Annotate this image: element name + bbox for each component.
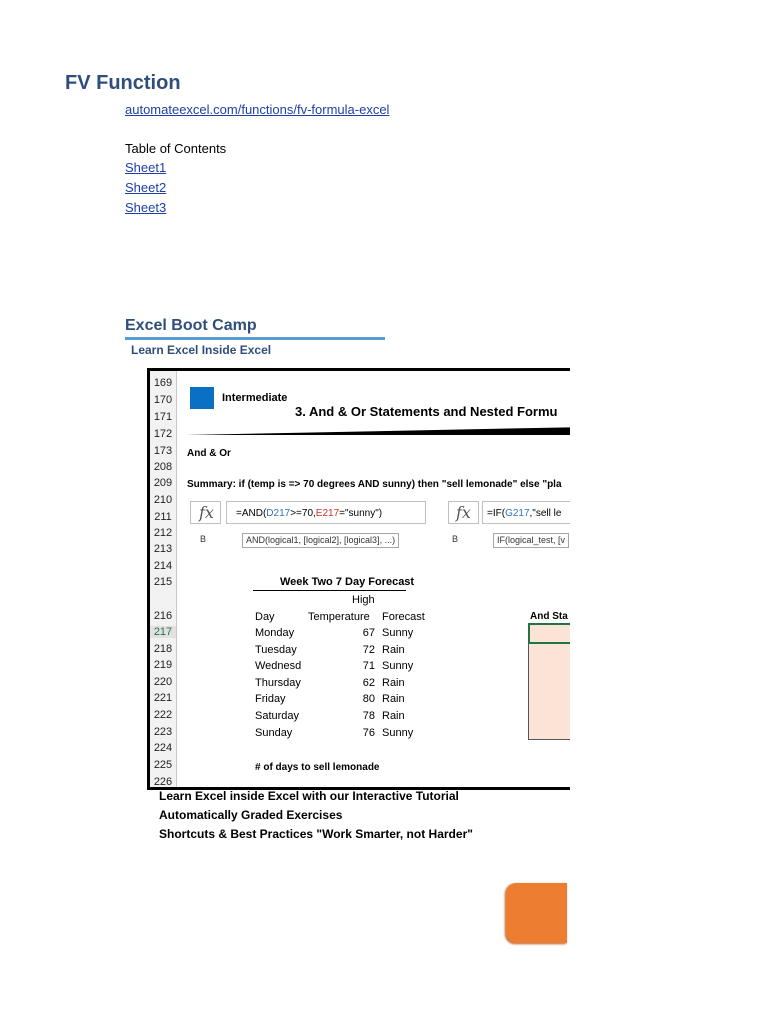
header-wedge-divider — [186, 427, 570, 435]
column-b-label: B — [200, 534, 207, 544]
temp-cell: 67 — [362, 627, 375, 639]
forecast-high-label: High — [352, 594, 375, 606]
row-number: 220 — [153, 676, 173, 688]
url-link[interactable]: automateexcel.com/functions/fv-formula-excel — [125, 102, 390, 117]
temp-cell: 62 — [362, 677, 375, 689]
column-b-label: B — [452, 534, 459, 544]
toc-link-sheet2[interactable]: Sheet2 — [125, 180, 167, 195]
feature-line-2: Automatically Graded Exercises — [159, 808, 343, 822]
and-statement-header: And Sta — [530, 611, 568, 622]
page-title: FV Function — [65, 72, 181, 94]
feature-line-1: Learn Excel inside Excel with our Interactive Tutorial — [159, 789, 459, 803]
row-number: 211 — [154, 511, 172, 523]
row-numbers — [150, 371, 177, 787]
row-number: 209 — [153, 477, 173, 489]
day-cell: Sunday — [255, 727, 293, 739]
row-number: 215 — [153, 576, 173, 588]
temp-cell: 76 — [362, 727, 375, 739]
orange-button[interactable] — [506, 883, 567, 943]
row-number: 223 — [153, 726, 173, 738]
row-number: 216 — [153, 610, 173, 622]
forecast-cell: Sunny — [382, 727, 414, 739]
bootcamp-title: Excel Boot Camp — [125, 317, 257, 334]
row-number: 221 — [153, 692, 173, 704]
day-cell: Wednesd — [255, 660, 302, 672]
row-number: 170 — [153, 394, 173, 406]
selected-cell — [528, 623, 570, 644]
toc-link-sheet3[interactable]: Sheet3 — [125, 200, 167, 215]
days-label: # of days to sell lemonade — [255, 762, 380, 773]
day-cell: Saturday — [255, 710, 300, 722]
row-number: 218 — [153, 643, 173, 655]
row-number: 212 — [153, 527, 173, 539]
bootcamp-rule — [125, 337, 385, 340]
function-tooltip-2: IF(logical_test, [v — [493, 533, 569, 548]
row-number-selected: 217 — [150, 626, 176, 638]
forecast-cell: Rain — [382, 677, 405, 689]
header-temperature: Temperature — [308, 611, 370, 623]
day-cell: Tuesday — [255, 644, 297, 656]
toc-heading: Table of Contents — [125, 141, 227, 156]
row-number: 172 — [153, 428, 173, 440]
forecast-cell: Rain — [382, 693, 405, 705]
toc-link-sheet1[interactable]: Sheet1 — [125, 160, 167, 175]
row-number: 213 — [153, 543, 173, 555]
header-day: Day — [255, 611, 275, 623]
temp-cell: 80 — [362, 693, 375, 705]
row-number: 222 — [153, 709, 173, 721]
day-cell: Friday — [255, 693, 286, 705]
forecast-cell: Sunny — [382, 660, 414, 672]
forecast-title: Week Two 7 Day Forecast — [280, 576, 415, 588]
summary-text: Summary: if (temp is => 70 degrees AND sunny) then "sell lemonade" else "pla — [187, 479, 562, 490]
level-label: Intermediate — [222, 392, 288, 404]
bootcamp-subtitle: Learn Excel Inside Excel — [131, 343, 272, 357]
level-square-icon — [190, 387, 214, 409]
temp-cell: 72 — [362, 644, 375, 656]
formula-text-1: =AND(D217>=70,E217="sunny") — [236, 508, 383, 519]
feature-line-3: Shortcuts & Best Practices "Work Smarter, not Harder" — [159, 827, 473, 841]
forecast-cell: Rain — [382, 710, 405, 722]
row-number: 214 — [153, 560, 173, 572]
forecast-cell: Rain — [382, 644, 405, 656]
row-number: 173 — [153, 445, 173, 457]
forecast-cell: Sunny — [382, 627, 414, 639]
forecast-title-rule — [253, 590, 406, 591]
fx-icon: fx — [199, 503, 214, 522]
row-number: 226 — [153, 776, 173, 788]
formula-text-2: =IF(G217,"sell le — [487, 508, 562, 519]
lesson-header: 3. And & Or Statements and Nested Formu — [295, 404, 558, 419]
section-label: And & Or — [187, 448, 231, 459]
row-number: 225 — [153, 759, 173, 771]
row-number: 219 — [153, 659, 173, 671]
spreadsheet-screenshot — [147, 368, 570, 790]
temp-cell: 71 — [362, 660, 375, 672]
day-cell: Thursday — [255, 677, 301, 689]
fx-icon: fx — [456, 503, 471, 522]
row-number: 171 — [153, 411, 173, 423]
temp-cell: 78 — [362, 710, 375, 722]
row-number: 210 — [153, 494, 173, 506]
day-cell: Monday — [255, 627, 295, 639]
row-number: 169 — [153, 377, 173, 389]
row-number: 208 — [153, 461, 173, 473]
function-tooltip-1: AND(logical1, [logical2], [logical3], ...) — [242, 533, 399, 548]
row-number: 224 — [153, 742, 173, 754]
header-forecast: Forecast — [382, 611, 425, 623]
